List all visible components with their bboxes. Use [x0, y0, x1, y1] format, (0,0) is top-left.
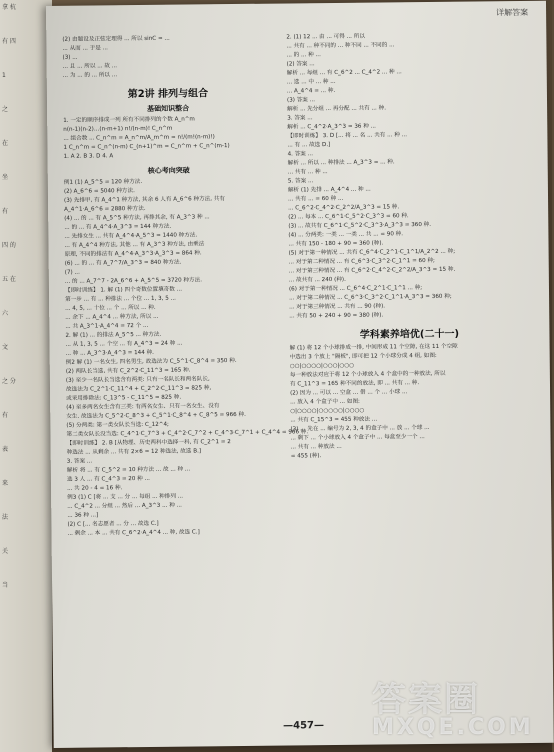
- section-title-literacy: 学科素养培优(二十一): [359, 328, 460, 341]
- text-line: (3) 答案 ...: [286, 97, 316, 104]
- text-line: ○○|○○○○|○○○|○○○: [289, 362, 355, 370]
- watermark-logo-text: 答案圈: [372, 680, 480, 720]
- text-line: (6) ... 的 ... 有 A_7^7/A_3^3 = 840 种方法.: [64, 259, 182, 267]
- text-line: 1 C_n^m = C_n^(n-m) C_(n+1)^m = C_n^m + C_n^(m-1): [63, 143, 230, 151]
- fragment-text: 之: [2, 106, 9, 113]
- text-line: 2. (1) 12 ... 由 ... 可得 ... 所以: [286, 33, 365, 41]
- text-line: 第一步 ... 有 ... 种排法 ... 个位 ... 1, 3, 5 ...: [65, 295, 176, 303]
- text-line: ... 共有 50 + 240 + 90 = 380 (种).: [289, 312, 384, 320]
- text-line: 解析 将 ... 有 C_5^2 = 10 种方法 ... 故 ... 种 ...: [66, 466, 191, 474]
- text-line: (2) ... 每本 ... C_6^1·C_5^2·C_3^3 = 60 种.: [288, 213, 409, 221]
- fragment-text: 有 四: [2, 38, 16, 45]
- fragment-text: 在: [2, 140, 9, 147]
- text-line: (7) ...: [64, 269, 80, 276]
- text-line: 解析 ... 每组 ... 有 C_6^2 ... C_4^2 ... 种 ...: [286, 69, 402, 77]
- text-line: 有 C_11^3 = 165 种不同的放法, 即 ... 共有 ... 种.: [289, 380, 420, 388]
- text-line: ... 余下 ... A_4^4 ... 种方法, 所以 ...: [65, 313, 159, 321]
- text-line: ... 选 ... 中 ... 种 ...: [286, 78, 336, 86]
- text-line: ... 故共有 ... 240 (种).: [288, 276, 346, 284]
- text-line: ... 对于第二种情况 ... C_6^3·C_3^2·C_1^1·A_3^3 = 360 种;: [289, 293, 452, 302]
- text-line: 3. 答案 ...: [66, 458, 93, 465]
- text-line: ... 为 ... 的 ... 所以 ...: [62, 72, 118, 79]
- text-line: (4) ... 的 ... 有 A_5^5 种方法, 再排其余, 有 A_3^3 种 ...: [64, 214, 210, 222]
- text-line: 3. 答案 ...: [287, 115, 313, 122]
- text-line: ... 共有 ... 种放法 ...: [290, 443, 342, 451]
- text-line: 第二类女队长没当选: C_4^1·C_7^3 + C_4^2·C_7^2 + C_4^3·C_7^1 + C_4^4 = 966 种.: [66, 429, 309, 438]
- fragment-text: 有: [2, 412, 9, 419]
- text-line: ... 对于第三种情况 ... 有 C_6^2·C_4^2·C_2^2/A_3^3 = 15 种.: [288, 266, 456, 275]
- text-line: ○|○○○○|○○○○○|○○○○: [290, 407, 365, 415]
- text-line: ... 剩下 ... 个小球放入 4 个盒子中 ... 每盒至少一个 ...: [290, 434, 425, 442]
- text-line: 选 3 人 ... 有 C_4^3 = 20 种 ...: [66, 475, 150, 483]
- fragment-text: 来: [2, 480, 9, 487]
- right-column: [286, 31, 533, 703]
- text-line: (2) 因为 ... 可以 ... 空盒 ... 借 ... 个 ... 小球 ...: [290, 389, 408, 397]
- text-line: ... 共有 ... 种 ...: [287, 169, 328, 176]
- adjacent-page-edge: [0, 0, 52, 752]
- text-line: (4) 至多两名女生含有三类: 有两名女生、只有一名女生、没有: [66, 403, 220, 411]
- text-line: ... 对于第二种情况 ... 有 C_6^3·C_3^2·C_1^1 = 60 种;: [288, 257, 435, 266]
- text-line: ... C_4^2 ... 分组 ... 然后 ... A_3^3 ... 种 ...: [67, 502, 182, 510]
- text-line: 每一种放法对应于将 12 个小球放入 4 个盒中的一种放法, 所以: [289, 370, 446, 379]
- text-line: 1. A 2. B 3. D 4. A: [63, 153, 114, 160]
- text-line: n(n-1)(n-2)…(n-m+1) n!/(n-m)! C_n^m: [63, 125, 173, 133]
- answer-page: [46, 1, 554, 748]
- text-line: (2) 两队长当选, 共有 C_2^2·C_11^3 = 165 种.: [65, 367, 191, 375]
- fragment-text: 六: [2, 310, 9, 317]
- text-line: 例1 (1) A_5^5 = 120 种方法.: [63, 179, 143, 186]
- text-line: 种选法 ... 从剩余 ... 共有 2×6 = 12 种选法, 故选 B.]: [66, 448, 202, 456]
- text-line: 【即时训练】 3. D [... 将 ... 名 ... 共有 ... 种 ...: [287, 132, 407, 140]
- left-column-intro: [62, 34, 272, 81]
- text-line: (2) 由题设及正弦定理得 ... 所以 sinC = ...: [62, 35, 170, 43]
- text-line: (2) C [... 名志愿者 ... 分 ... 故选 C.]: [67, 520, 159, 528]
- fragment-text: 有: [2, 208, 9, 215]
- text-line: 【即时训练】 1. 解 (1) 四个奇数位置填奇数 ...: [64, 286, 183, 294]
- text-line: (6) 对于第一种情况 ... C_6^4·C_2^1·C_1^1 ... 种;: [288, 285, 423, 293]
- text-line: 故选法为 C_2^1·C_11^4 + C_2^2·C_11^3 = 825 种,: [65, 385, 212, 393]
- text-line: ... 从 1, 3, 5 ... 个空 ... 有 A_4^3 = 24 种 ...: [65, 340, 183, 348]
- text-line: ... 共有 ... 种不同的 ... 种不同 ... 不同的 ...: [286, 42, 395, 50]
- text-line: ... 共 20 - 4 = 16 种.: [67, 485, 123, 492]
- watermark-domain: MXQE.COM: [372, 715, 534, 740]
- text-line: ... A_4^4 = ... 种.: [286, 87, 336, 95]
- text-line: 2. 解 (1) ... 的排法 A_5^5 ... 种方法.: [65, 331, 162, 339]
- text-line: ... 且 ... 所以 ... 故 ...: [62, 63, 118, 70]
- text-line: 或采用排除法: C_13^5 - C_11^5 = 825 种.: [66, 394, 182, 402]
- text-line: ... 4, 5, ... 十位 ... 个 ... 所以 ... 种.: [65, 304, 156, 312]
- fragment-text: 四 的: [2, 242, 16, 249]
- fragment-text: 拿 杭: [2, 4, 16, 11]
- text-line: = 455 (种).: [290, 453, 322, 460]
- text-line: ... 先排女生 ... 共有 A_4^4·A_5^3 = 1440 种方法.: [64, 232, 198, 240]
- text-line: 5. 答案 ...: [287, 178, 314, 185]
- fragment-text: 之 分: [2, 378, 16, 385]
- fragment-text: 坐: [2, 174, 9, 181]
- text-line: (5) 分两类: 第一类女队长当选: C_12^4;: [66, 421, 169, 429]
- text-line: ... 有 A_4^4 种方法, 其他 ... 有 A_3^3 种方法, 由乘法: [64, 241, 205, 249]
- fragment-text: 关: [2, 548, 9, 555]
- text-line: ... 的 ... 种 ...: [286, 52, 321, 59]
- fragment-text: 当: [2, 582, 9, 589]
- text-line: 解析 ... C_4^2·A_3^3 = 36 种 ...: [287, 123, 376, 131]
- text-line: 例3 (1) C [将 ... 支 ... 分 ... 每组 ... 种排列 ...: [67, 493, 184, 501]
- section-title-lecture: 第2讲 排列与组合: [127, 88, 209, 101]
- fragment-text: 表: [2, 446, 9, 453]
- text-line: A_4^1·A_6^6 = 2880 种方法.: [64, 205, 146, 213]
- text-line: ... 的 ... A_7^7 - 2A_6^6 + A_5^5 = 3720 种方法.: [64, 277, 202, 285]
- text-line: 解 (1) 将 12 个小球排成一排, 中间形成 11 个空隙, 在这 11 个空隙: [289, 343, 458, 352]
- adjacent-page-fragments: [0, 0, 52, 620]
- page-number: —457—: [283, 720, 325, 732]
- fragment-text: 五 在: [2, 276, 16, 283]
- text-line: 解析 ... 所以 ... 种排法 ... A_3^3 = ... 种.: [287, 159, 395, 167]
- text-line: (3) 至少一名队长当选含有两类: 只有一名队长和两名队长,: [65, 376, 210, 384]
- text-line: ... 共有 ... = 60 种 ...: [288, 195, 344, 203]
- text-line: ... 共有 C_15^3 = 455 种放法 ...: [290, 416, 378, 424]
- text-line: ... 共有 150 - 180 + 90 = 360 (种).: [288, 240, 384, 248]
- text-line: 中选出 3 个放上 "隔板", 即可把 12 个小球分成 4 组, 如图:: [289, 352, 437, 361]
- fragment-text: 法: [2, 514, 9, 521]
- text-line: ... 种 ... A_3^3·A_4^3 = 144 种.: [65, 349, 154, 357]
- text-line: 解析 (1) 先排 ... A_4^4 ... 种 ...: [287, 186, 371, 194]
- text-line: 例2 解 (1) 一名女生, 四名男生, 故选法为 C_5^1·C_8^4 = 350 种.: [65, 358, 237, 366]
- literacy-lines: [290, 342, 531, 462]
- text-line: (2) 答案 ...: [286, 61, 315, 68]
- text-line: ... 组合数 ... C_n^m = A_n^m/A_m^m = n!/(m!(n-m)!): [63, 134, 215, 142]
- text-line: 原理, 不同的排法有 A_4^4·A_3^3·A_3^3 = 864 种.: [64, 250, 202, 258]
- text-line: (3) 先排甲, 有 A_4^1 种方法, 其余 6 人有 A_6^6 种方法, 共有: [64, 196, 226, 204]
- basic-knowledge-lines: [63, 115, 273, 162]
- text-line: ... 对于第三种情况 ... 共有 ... 90 (种).: [289, 303, 386, 311]
- text-line: (3) ... 故共有 C_6^1·C_5^2·C_3^3·A_3^3 = 360 种.: [288, 221, 432, 230]
- section-title-core: 核心考向突破: [147, 166, 190, 175]
- text-line: ... 共 A_3^1·A_4^4 = 72 个 ...: [65, 322, 149, 330]
- text-line: ... 的 ... 有 A_4^4·A_3^3 = 144 种方法.: [64, 223, 172, 231]
- fragment-text: 1: [2, 72, 6, 79]
- text-line: 解析 ... 先分组 ... 再分配 ... 共有 ... 种.: [287, 105, 386, 113]
- text-line: (3) ...: [62, 54, 78, 61]
- text-line: ... 有 ... 故选 D.]: [287, 142, 331, 149]
- text-line: (5) 对于第一种情况 ... 共有 C_6^4·C_2^1·C_1^1/A_2^2 ... 种;: [288, 248, 456, 257]
- text-line: ... 36 种 ...]: [67, 512, 99, 519]
- right-column-lines: [286, 31, 529, 321]
- text-line: ... 从而 ... 于是 ...: [62, 45, 108, 52]
- section-subtitle: 基础知识整合: [147, 104, 190, 113]
- text-line: (4) ... 分两类: 一类 ... 一类 ... 共 ... = 90 种.: [288, 231, 404, 239]
- text-line: (3) ... 先在 ... 编号为 2, 3, 4 的盒子中 ... 放 ... 个球 ...: [290, 425, 430, 433]
- watermark: [372, 672, 542, 742]
- text-line: (2) A_6^6 = 5040 种方法.: [63, 188, 135, 195]
- text-line: 1. 一定的顺序排成一列 所有不同排列的个数 A_n^m: [63, 116, 195, 124]
- text-line: 【即时训练】 2. B [从物理、历史两科中选择一科, 有 C_2^1 = 2: [66, 439, 231, 447]
- text-line: ... C_6^2·C_4^2·C_2^2/A_3^3 = 15 种.: [288, 204, 400, 212]
- page-header-title: 详解答案: [496, 7, 529, 18]
- text-line: ... 放入 4 个盒子中 ... 如图:: [290, 398, 360, 406]
- text-line: ... 剩余 ... 本 ... 共有 C_6^2·A_4^4 ... 种, 故选 C.]: [67, 529, 200, 537]
- text-line: 女生. 故选法为 C_5^2·C_8^3 + C_5^1·C_8^4 + C_8^5 = 966 种.: [66, 411, 246, 420]
- fragment-text: 文: [2, 344, 9, 351]
- text-line: 4. 答案 ...: [287, 151, 314, 158]
